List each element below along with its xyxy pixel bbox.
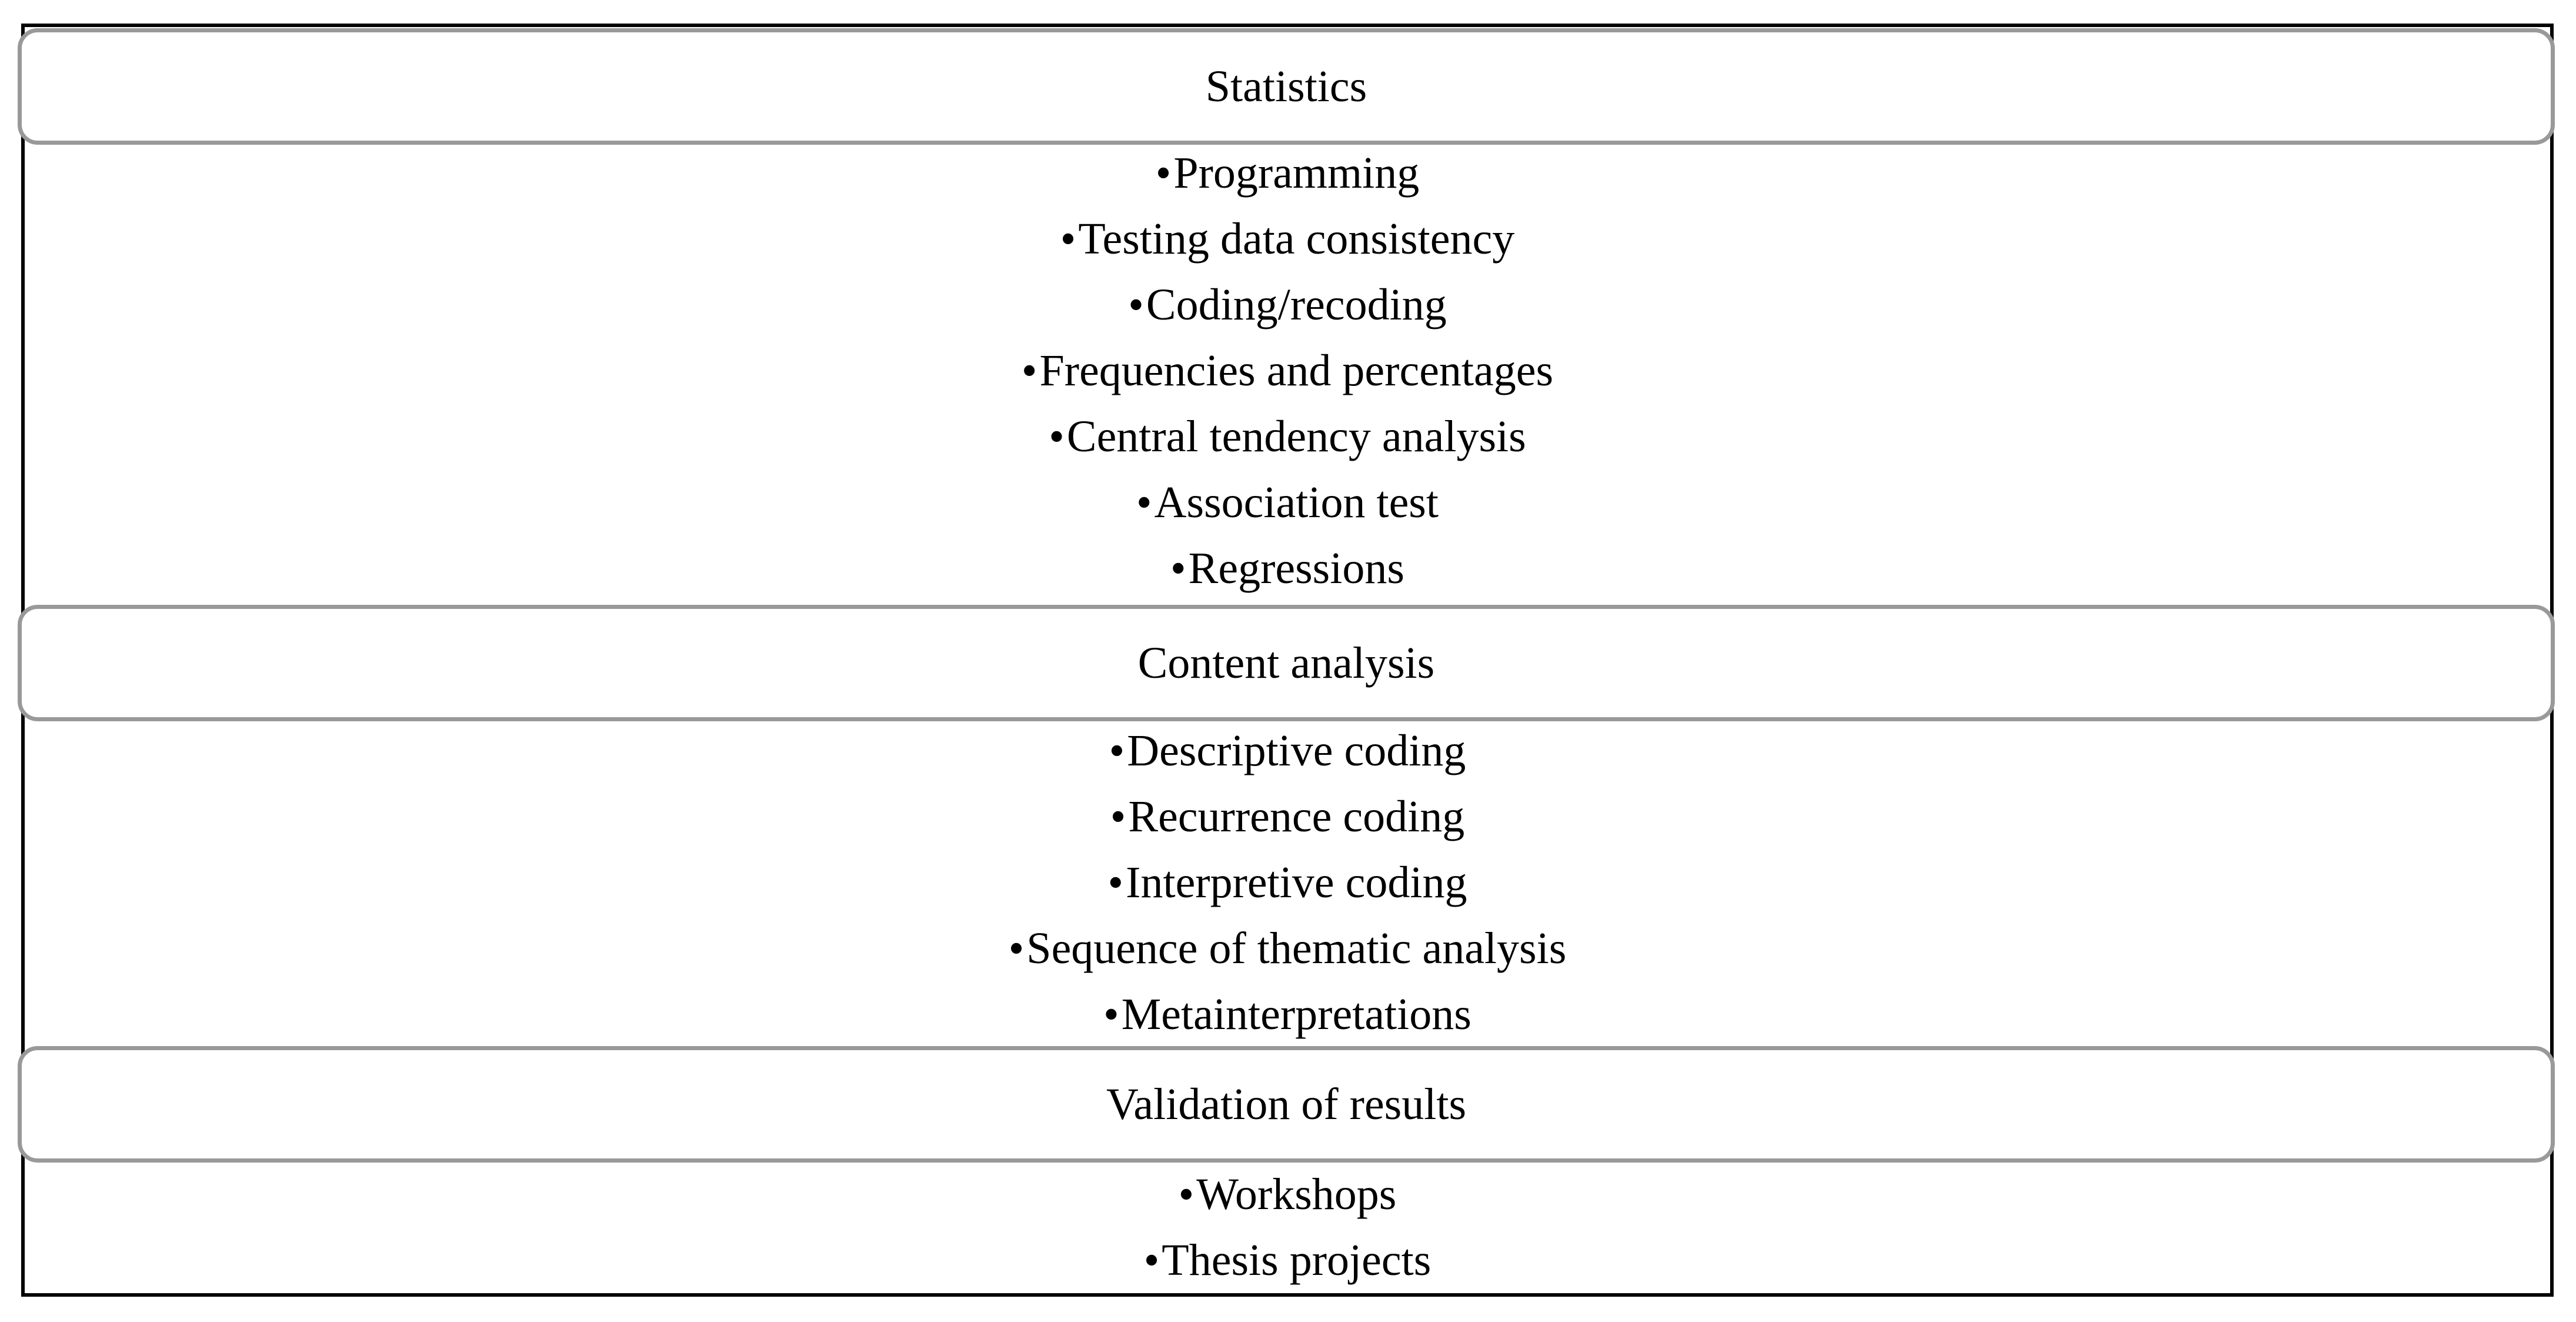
list-item: • Central tendency analysis — [1049, 412, 1526, 461]
list-item: • Programming — [1155, 148, 1420, 198]
bullet: • — [1021, 346, 1037, 395]
bullet: • — [1008, 924, 1025, 973]
list-item: • Interpretive coding — [1107, 858, 1467, 907]
bullet: • — [1178, 1170, 1194, 1219]
bullet: • — [1110, 792, 1126, 841]
list-item: • Frequencies and percentages — [1021, 346, 1554, 395]
section-title: Statistics — [1205, 62, 1367, 111]
bullet: • — [1170, 544, 1186, 593]
list-item: • Metainterpretations — [1103, 990, 1471, 1039]
bullet: • — [1128, 280, 1144, 329]
section-list-statistics — [25, 140, 2550, 601]
list-item: • Coding/recoding — [1128, 280, 1447, 329]
bullet: • — [1143, 1236, 1160, 1285]
bullet: • — [1155, 148, 1172, 198]
section-title: Validation of results — [1106, 1080, 1467, 1129]
bullet: • — [1107, 858, 1124, 907]
list-item: • Testing data consistency — [1060, 214, 1515, 264]
list-item: • Sequence of thematic analysis — [1008, 924, 1567, 973]
list-item: • Recurrence coding — [1110, 792, 1465, 841]
bullet: • — [1109, 726, 1125, 775]
section-header-content-analysis — [18, 605, 2555, 721]
section-header-validation — [18, 1046, 2555, 1163]
list-item: • Descriptive coding — [1109, 726, 1466, 775]
section-list-validation — [25, 1161, 2550, 1293]
list-item: • Thesis projects — [1143, 1236, 1432, 1285]
section-title: Content analysis — [1137, 638, 1435, 688]
list-item: • Association test — [1136, 478, 1439, 527]
bullet: • — [1103, 990, 1119, 1039]
bullet: • — [1136, 478, 1152, 527]
bullet: • — [1060, 214, 1076, 264]
bullet: • — [1049, 412, 1065, 461]
section-list-content-analysis — [25, 718, 2550, 1047]
section-header-statistics — [18, 28, 2555, 145]
list-item: • Workshops — [1178, 1170, 1397, 1219]
list-item: • Regressions — [1170, 544, 1404, 593]
